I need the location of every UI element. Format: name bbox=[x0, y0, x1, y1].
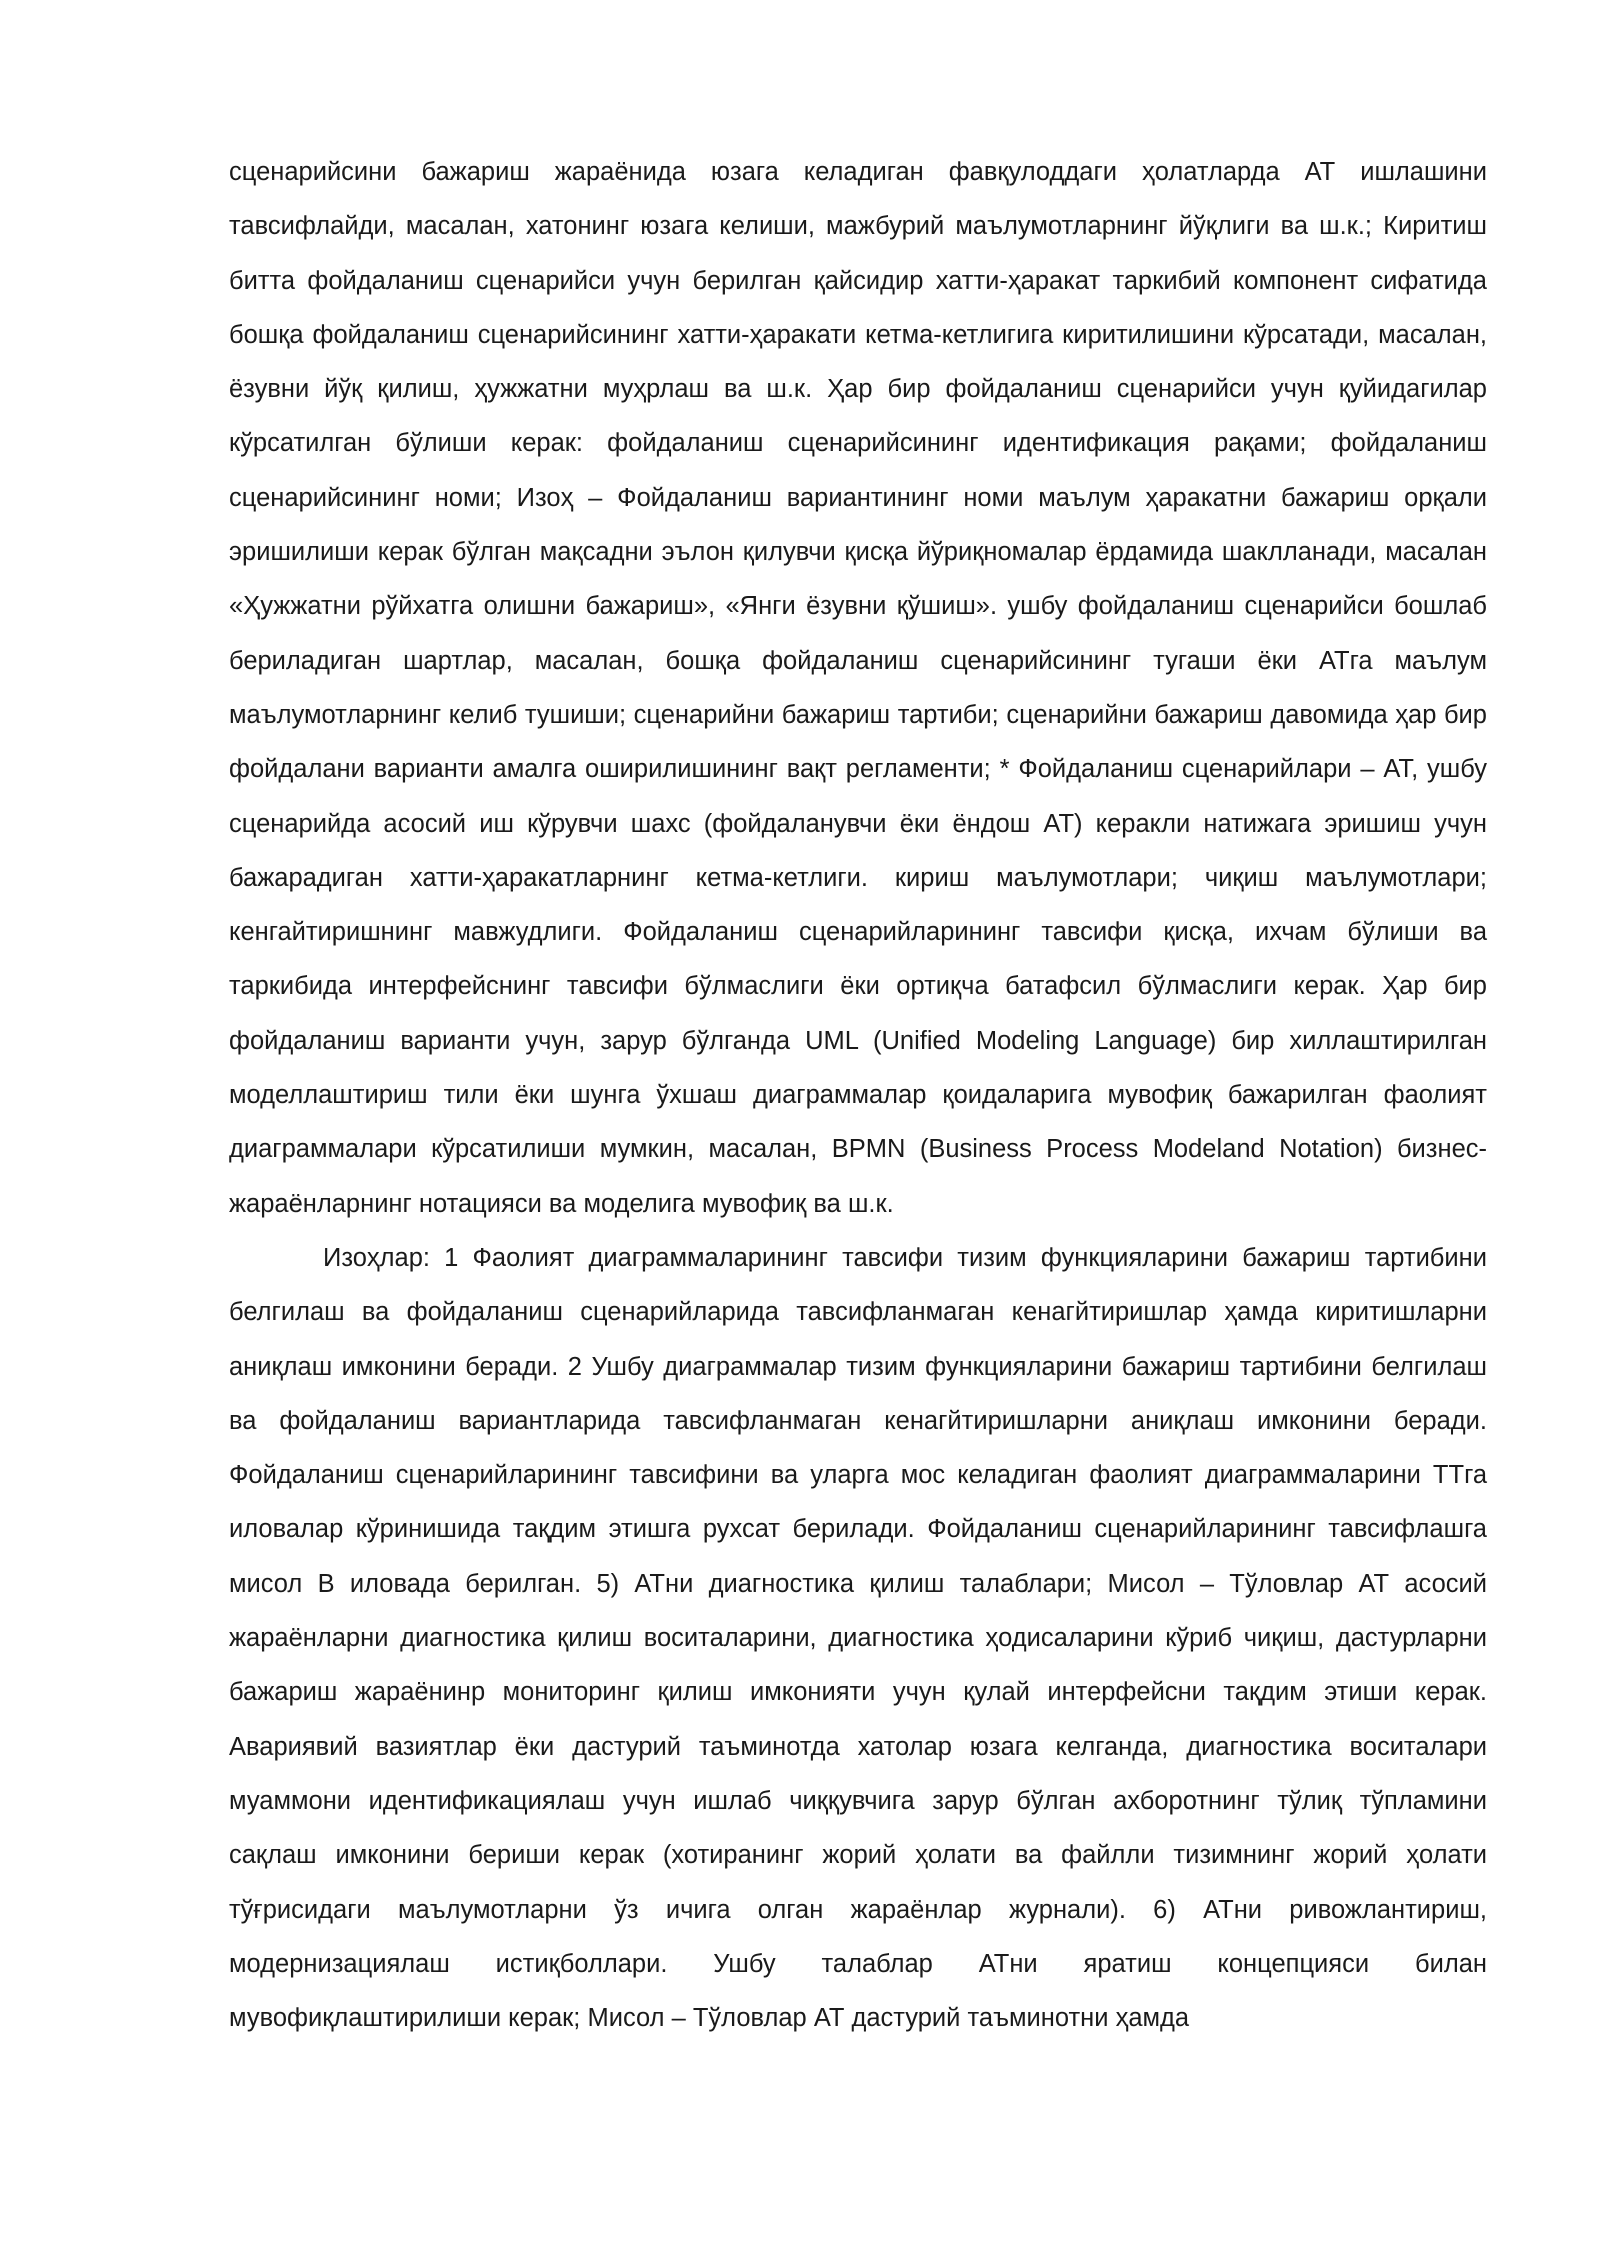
document-body bbox=[229, 145, 1487, 2045]
paragraph-notes: Изоҳлар: 1 Фаолият диаграммаларининг тавсифи тизим функцияларини бажариш тартибини белгилаш ва фойдаланиш сценарийларида тавсифланмаган кенагйтиришлар ҳамда киритишларни аниқлаш имконини беради. 2 Ушбу диаграммалар тизим функцияларини бажариш тартибини белгилаш ва фойдаланиш вариантларида тавсифланмаган кенагйтиришларни аниқлаш имконини беради. Фойдаланиш сценарийларининг тавсифини ва уларга мос келадиган фаолият диаграммаларини ТТга иловалар кўринишида тақдим этишга рухсат берилади. Фойдаланиш сценарийларининг тавсифлашга мисол В иловада берилган. 5) АТни диагностика қилиш талаблари; Мисол – Тўловлар АТ асосий жараёнларни диагностика қилиш воситаларини, диагностика ҳодисаларини кўриб чиқиш, дастурларни бажариш жараёнинр мониторинг қилиш имконияти учун қулай интерфейсни тақдим этиши керак. Авариявий вазиятлар ёки дастурий таъминотда хатолар юзага келганда, диагностика воситалари муаммони идентификациялаш учун ишлаб чиққувчига зарур бўлган ахборотнинг тўлиқ тўпламини сақлаш имконини бериши керак (хотиранинг жорий ҳолати ва файлли тизимнинг жорий ҳолати тўғрисидаги маълумотларни ўз ичига олган жараёнлар журнали). 6) АТни ривожлантириш, модернизациялаш истиқболлари. Ушбу талаблар АТни яратиш концепцияси билан мувофиқлаштирилиши керак; Мисол – Тўловлар АТ дастурий таъминотни ҳамда bbox=[229, 1243, 1487, 2033]
paragraph-use-case-description: сценарийсини бажариш жараёнида юзага келадиган фавқулоддаги ҳолатларда АТ ишлашини тавсифлайди, масалан, хатонинг юзага келиши, мажбурий маълумотларнинг йўқлиги ва ш.к.; Киритиш битта фойдаланиш сценарийси учун берилган қайсидир хатти-ҳаракат таркибий компонент сифатида бошқа фойдаланиш сценарийсининг хатти-ҳаракати кетма-кетлигига киритилишини кўрсатади, масалан, ёзувни йўқ қилиш, ҳужжатни муҳрлаш ва ш.к. Ҳар бир фойдаланиш сценарийси учун қуйидагилар кўрсатилган бўлиши керак: фойдаланиш сценарийсининг идентификация рақами; фойдаланиш сценарийсининг номи; Изоҳ – Фойдаланиш вариантининг номи маълум ҳаракатни бажариш орқали эришилиши керак бўлган мақсадни эълон қилувчи қисқа йўриқномалар ёрдамида шаклланади, масалан «Ҳужжатни рўйхатга олишни бажариш», «Янги ёзувни қўшиш». ушбу фойдаланиш сценарийси бошлаб бериладиган шартлар, масалан, бошқа фойдаланиш сценарийсининг тугаши ёки АТга маълум маълумотларнинг келиб тушиши; сценарийни бажариш тартиби; сценарийни бажариш давомида ҳар бир фойдалани варианти амалга оширилишининг вақт регламенти; * Фойдаланиш сценарийлари – АТ, ушбу сценарийда асосий иш кўрувчи шахс (фойдаланувчи ёки ёндош АТ) керакли натижага эришиш учун бажарадиган хатти-ҳаракатларнинг кетма-кетлиги. кириш маълумотлари; чиқиш маълумотлари; кенгайтиришнинг мавжудлиги. Фойдаланиш сценарийларининг тавсифи қисқа, ихчам бўлиши ва таркибида интерфейснинг тавсифи бўлмаслиги ёки ортиқча батафсил бўлмаслиги керак. Ҳар бир фойдаланиш варианти учун, зарур бўлганда UML (Unified Modeling Language) бир хиллаштирилган моделлаштириш тили ёки шунга ўхшаш диаграммалар қоидаларига мувофиқ бажарилган фаолият диаграммалари кўрсатилиши мумкин, масалан, BPMN (Business Process Modeland Notation) бизнес-жараёнларнинг нотацияси ва моделига мувофиқ ва ш.к. bbox=[229, 158, 1487, 1218]
